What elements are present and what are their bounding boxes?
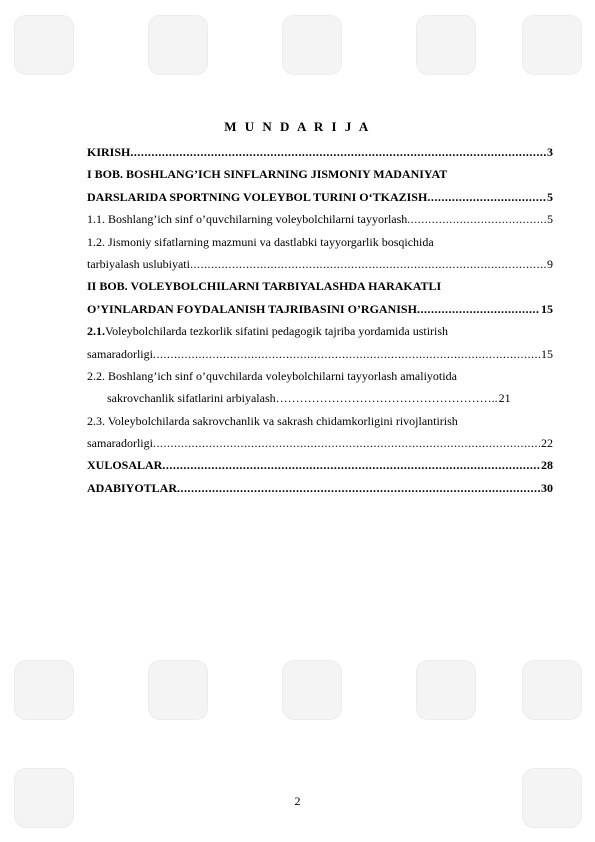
toc-entry-text: KIRISH (87, 145, 131, 159)
toc-leader-dots (153, 343, 540, 365)
toc-section-number: 2.1. (87, 324, 105, 339)
toc-entry[interactable] (87, 320, 553, 342)
toc-page-number: 28 (541, 458, 553, 473)
toc-page-number: 22 (541, 436, 553, 451)
toc-leader-dots (130, 141, 546, 163)
toc-leader-dots (162, 454, 540, 476)
toc-entry-text: samaradorligi (87, 436, 153, 451)
toc-entry-text: 1.2. Jismoniy sifatlarning mazmuni va dastlabki tayyorgarlik bosqichida (87, 234, 434, 249)
toc-title: M U N D A R I J A (224, 119, 371, 134)
toc-leader-dots (417, 298, 540, 320)
watermark-tile (282, 15, 342, 75)
toc-entry[interactable] (87, 387, 553, 409)
toc-leader-dots (190, 253, 546, 275)
toc-entry-text: 2.2. Boshlang’ich sinf o’quvchilarda voleybolchilarni tayyorlash amaliyotida (87, 368, 457, 383)
toc-entry[interactable] (87, 163, 553, 185)
toc-entry-text: II BOB. VOLEYBOLCHILARNI TARBIYALASHDA HARAKATLI (87, 279, 442, 294)
watermark-tile (14, 15, 74, 75)
toc-entry-text: I BOB. BOSHLANG’ICH SINFLARNING JISMONIY MADANIYAT (87, 167, 448, 182)
toc-entry[interactable] (87, 298, 553, 320)
toc-entry-text: XULOSALAR (87, 458, 163, 473)
watermark-tile (282, 660, 342, 720)
toc-entry[interactable] (87, 454, 553, 476)
toc-leader-dots (407, 208, 546, 230)
toc-entry-text: samaradorligi (87, 346, 153, 361)
toc-page-number: 3 (547, 145, 553, 159)
toc-entry-text: O’YINLARDAN FOYDALANISH TAJRIBASINI O’RGANISH (87, 301, 417, 316)
toc-page-number: 15 (541, 301, 553, 316)
watermark-tile (416, 660, 476, 720)
watermark-tile (148, 15, 208, 75)
toc-entry-text (87, 320, 448, 342)
toc-entry[interactable] (87, 208, 553, 230)
toc-leader-dots (427, 186, 546, 208)
watermark-tile (416, 15, 476, 75)
toc-entry[interactable] (87, 477, 553, 499)
toc-entry[interactable] (87, 231, 553, 253)
toc-entry[interactable] (87, 432, 553, 454)
toc-page-number: 5 (547, 189, 553, 204)
toc-entry[interactable] (87, 343, 553, 365)
toc-entry-label: Voleybolchilarda tezkorlik sifatini pedagogik tajriba yordamida ustirish (105, 324, 449, 339)
toc-entry-text: 1.1. Boshlang’ich sinf o’quvchilarning voleybolchilarni tayyorlash (87, 212, 408, 227)
watermark-tile (148, 660, 208, 720)
watermark-tile (522, 15, 582, 75)
toc-page-number: 30 (541, 480, 553, 495)
toc-entry[interactable] (87, 365, 553, 387)
toc-page-number: 21 (498, 391, 511, 406)
toc-entry[interactable] (87, 141, 553, 163)
toc-entry[interactable] (87, 410, 553, 432)
table-of-contents (87, 141, 553, 499)
toc-page-number: 15 (541, 346, 553, 361)
toc-entry[interactable] (87, 253, 553, 275)
toc-leader-dots (153, 432, 540, 454)
page-number: 2 (294, 794, 301, 808)
watermark-tile (14, 660, 74, 720)
toc-entry-text: tarbiyalash uslubiyati (87, 256, 190, 271)
watermark-tile (522, 660, 582, 720)
toc-entry-text: DARSLARIDA SPORTNING VOLEYBOL TURINI O‘TKAZISH (87, 189, 428, 204)
toc-entry[interactable] (87, 275, 553, 297)
toc-entry-text: ADABIYOTLAR (87, 480, 178, 495)
toc-page-number: 5 (547, 212, 553, 227)
toc-leader-dots (177, 477, 540, 499)
toc-entry-text: 2.3. Voleybolchilarda sakrovchanlik va sakrash chidamkorligini rivojlantirish (87, 413, 458, 428)
toc-page-number: 9 (547, 256, 553, 271)
toc-entry-text: sakrovchanlik sifatlarini arbiyalash……………………………………………….. (107, 391, 498, 406)
toc-entry[interactable] (87, 186, 553, 208)
